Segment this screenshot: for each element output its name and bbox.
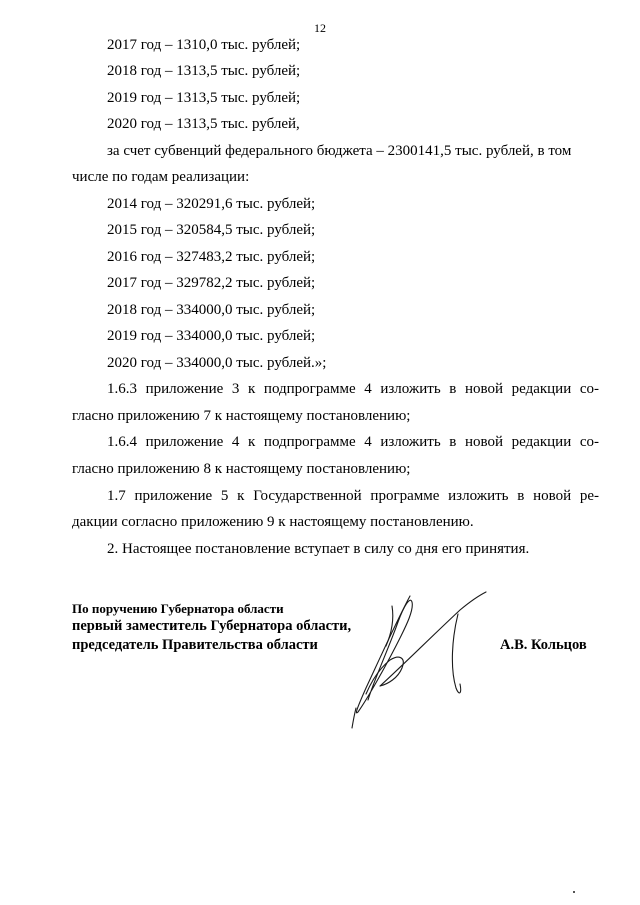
signature-position-line2: председатель Правительства области <box>72 637 318 653</box>
item-1-6-4-line2: гласно приложению 8 к настоящему постановлению; <box>72 461 411 477</box>
regional-year-line: 2020 год – 1313,5 тыс. рублей, <box>107 116 300 132</box>
federal-year-line: 2018 год – 334000,0 тыс. рублей; <box>107 302 316 318</box>
item-1-6-4-line1: 1.6.4 приложение 4 к подпрограмме 4 изложить в новой редакции со- <box>107 434 599 450</box>
regional-year-line: 2018 год – 1313,5 тыс. рублей; <box>107 63 301 79</box>
federal-intro-line2: числе по годам реализации: <box>72 169 250 185</box>
item-1-6-3-line1: 1.6.3 приложение 3 к подпрограмме 4 изложить в новой редакции со- <box>107 381 599 397</box>
item-1-7-line1: 1.7 приложение 5 к Государственной программе изложить в новой ре- <box>107 488 599 504</box>
item-1-6-3-line2: гласно приложению 7 к настоящему постановлению; <box>72 408 411 424</box>
regional-year-line: 2019 год – 1313,5 тыс. рублей; <box>107 90 301 106</box>
federal-year-line: 2014 год – 320291,6 тыс. рублей; <box>107 196 316 212</box>
handwritten-signature <box>340 588 500 733</box>
regional-year-line: 2017 год – 1310,0 тыс. рублей; <box>107 37 301 53</box>
item-1-7-line2: дакции согласно приложению 9 к настоящему постановлению. <box>72 514 474 530</box>
signatory-name: А.В. Кольцов <box>500 637 587 653</box>
federal-year-line: 2015 год – 320584,5 тыс. рублей; <box>107 222 316 238</box>
federal-intro-line1: за счет субвенций федерального бюджета – 2300141,5 тыс. рублей, в том <box>107 143 572 159</box>
federal-year-line: 2017 год – 329782,2 тыс. рублей; <box>107 275 316 291</box>
federal-year-line: 2016 год – 327483,2 тыс. рублей; <box>107 249 316 265</box>
signature-by-order: По поручению Губернатора области <box>72 601 284 616</box>
federal-year-line: 2019 год – 334000,0 тыс. рублей; <box>107 328 316 344</box>
scan-speck <box>573 891 575 893</box>
final-clause: 2. Настоящее постановление вступает в силу со дня его принятия. <box>107 541 530 557</box>
page-number: 12 <box>314 21 326 35</box>
federal-year-line: 2020 год – 334000,0 тыс. рублей.»; <box>107 355 327 371</box>
signature-position-line1: первый заместитель Губернатора области, <box>72 618 352 634</box>
